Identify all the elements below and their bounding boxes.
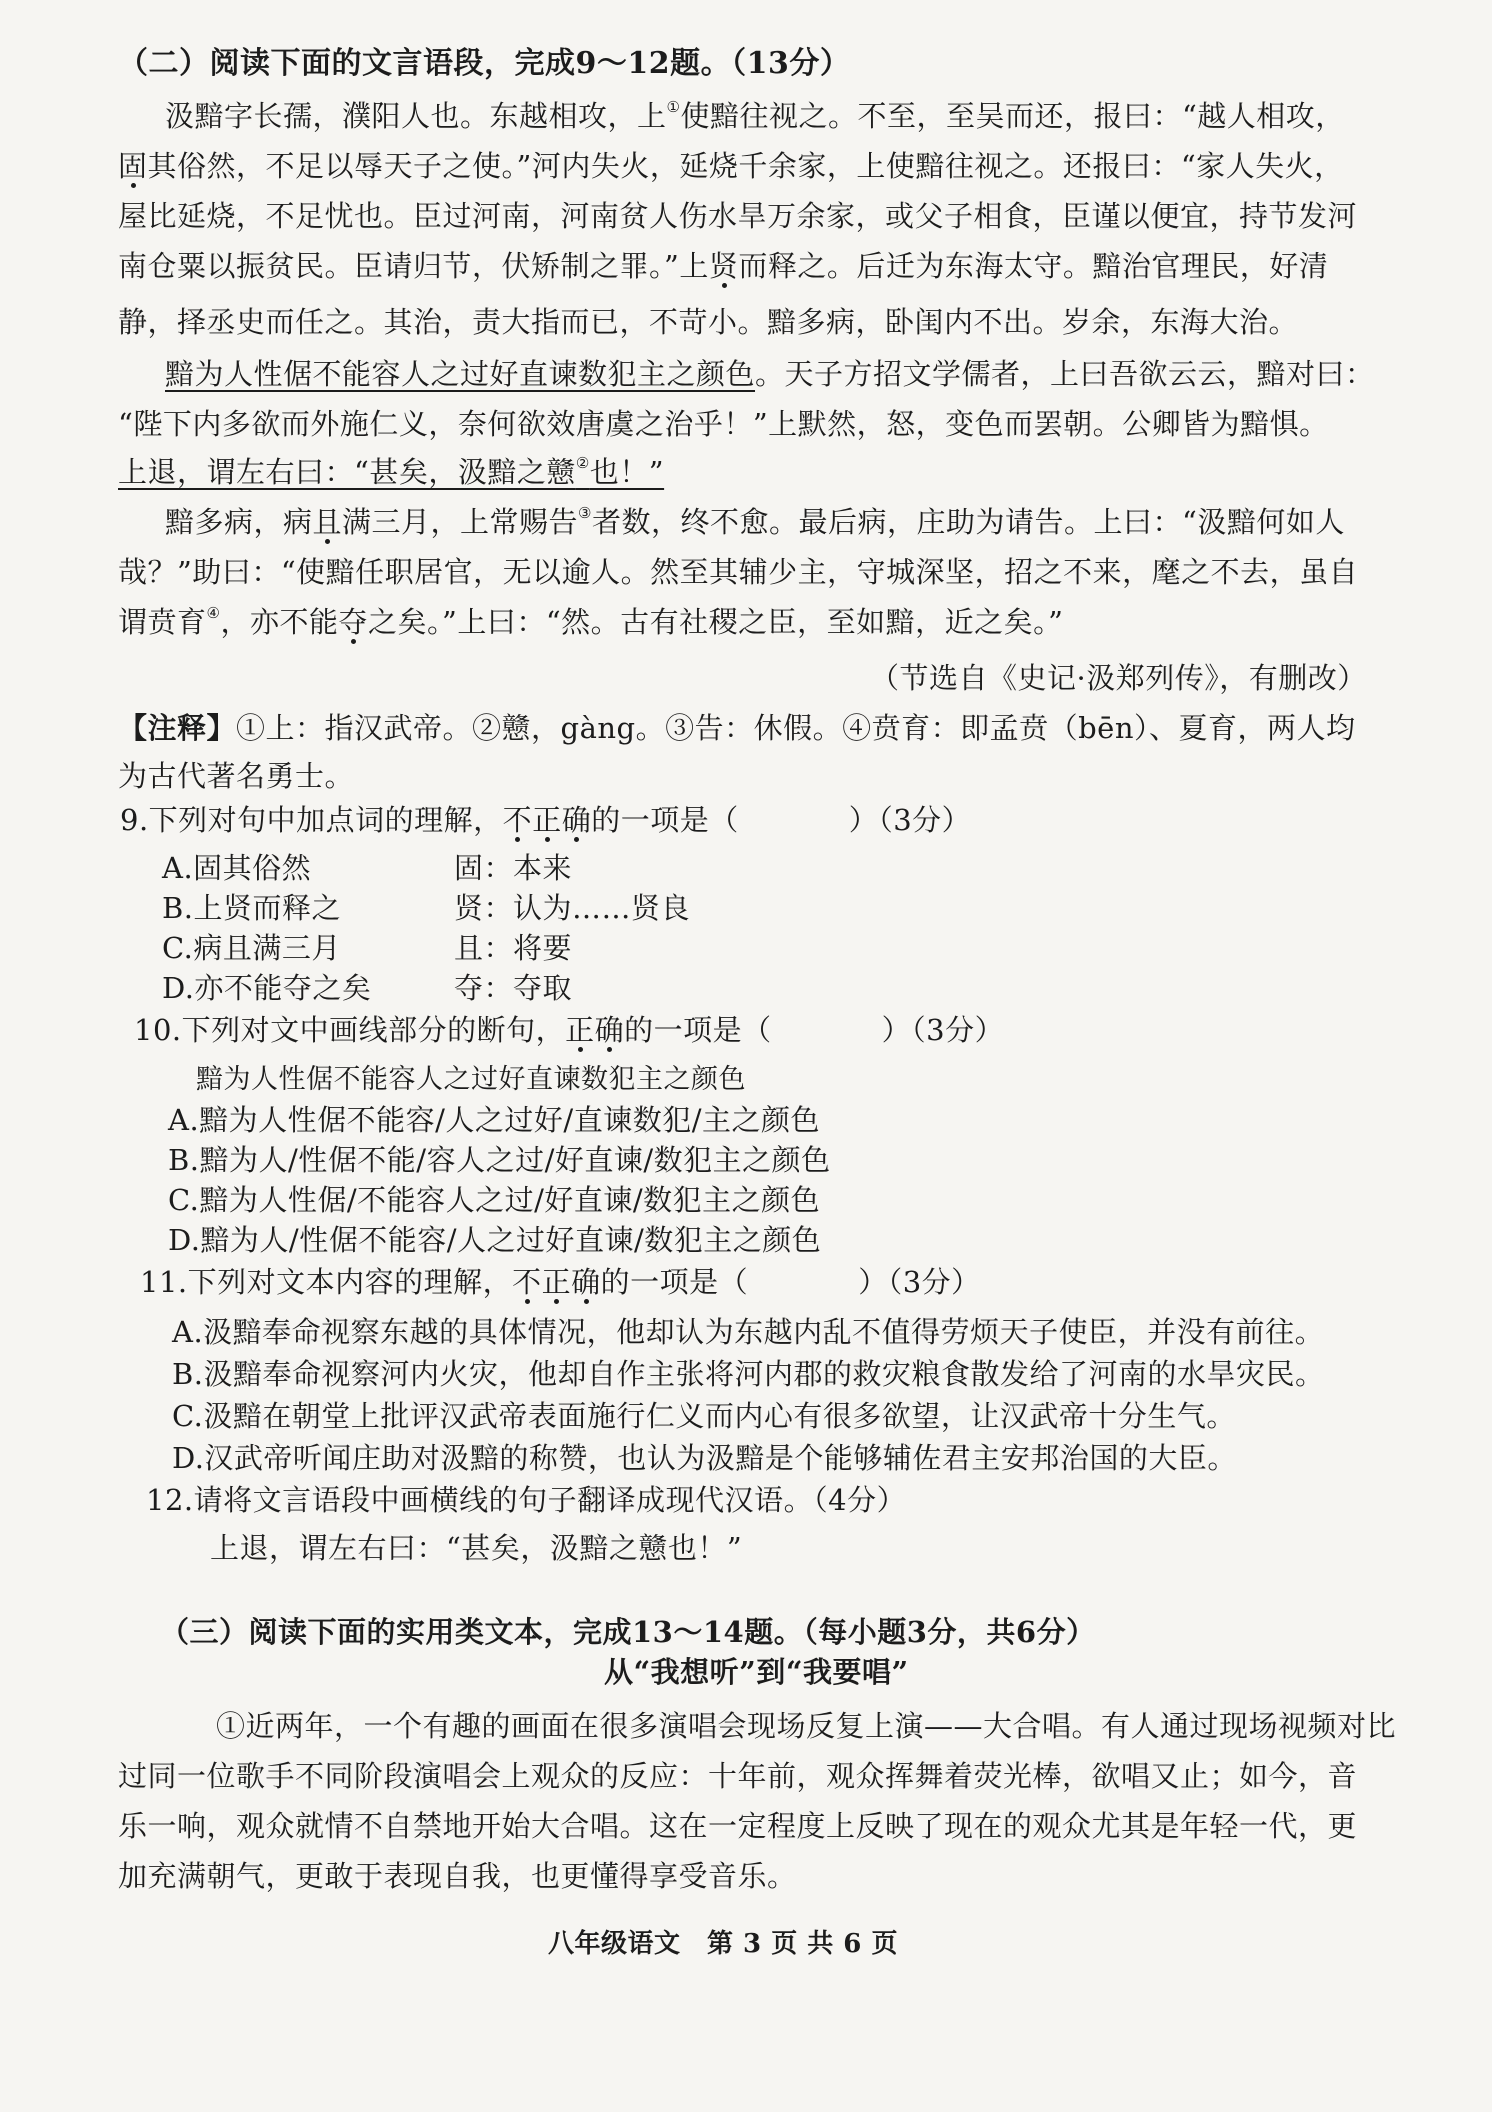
passage-line: 哉？”助曰：“使黯任职居官，无以逾人。然至其辅少主，守城深坚，招之不来，麾之不去，虽自 [118,555,1359,589]
passage-line [165,354,1375,394]
dotted-word: 夺 [338,605,368,639]
article-line: ①近两年，一个有趣的画面在很多演唱会现场反复上演——大合唱。有人通过现场视频对比 [216,1709,1397,1743]
option-b[interactable]: B.汲黯奉命视察河内火灾，他却自作主张将河内郡的救灾粮食散发给了河南的水旱灾民。 [172,1357,1325,1391]
article-line: 过同一位歌手不同阶段演唱会上观众的反应：十年前，观众挥舞着荧光棒，欲唱又止；如今，音 [118,1759,1358,1793]
passage-line: 谓贲育④，亦不能夺之矣。”上曰：“然。古有社稷之臣，至如黯，近之矣。” [118,604,1064,639]
footnote-marker: ④ [206,604,221,622]
passage-text: 南仓粟以振贫民。臣请归节，伏矫制之罪。”上 [118,249,709,283]
question-9-stem: 9.下列对句中加点词的理解，不正确的一项是（ ）（3分） [120,803,972,837]
section-heading: （二）阅读下面的文言语段，完成9～12题。（13分） [118,46,851,81]
annotation-line: 为古代著名勇士。 [118,759,355,793]
option-a-gloss: 固：本来 [454,851,573,885]
passage-text: 使黯往视之。不至，至吴而还，报曰：“越人相攻， [680,99,1345,133]
option-c[interactable]: C.黯为人性倨/不能容人之过/好直谏/数犯主之颜色 [168,1183,821,1217]
underlined-sentence: 上退，谓左右曰：“甚矣，汲黯之戆②也！” [118,454,665,489]
option-d-gloss: 夺：夺取 [454,971,573,1005]
passage-line [118,146,1344,186]
option-d[interactable]: D.亦不能夺之矣 [162,971,372,1005]
passage-line [165,96,1345,141]
question-12-stem: 12.请将文言语段中画横线的句子翻译成现代汉语。（4分） [146,1483,907,1517]
option-a[interactable]: A.汲黯奉命视察东越的具体情况，他却认为东越内乱不值得劳烦天子使臣，并没有前往。 [172,1315,1325,1349]
passage-line: “陛下内多欲而外施仁义，奈何欲效唐虞之治乎！”上默然，怒，变色而罢朝。公卿皆为黯惧。 [118,407,1329,441]
option-a[interactable]: A.黯为人性倨不能容/人之过好/直谏数犯/主之颜色 [168,1103,820,1137]
section-heading: （三）阅读下面的实用类文本，完成13～14题。（每小题3分，共6分） [160,1615,1096,1649]
passage-text: 其俗然，不足以辱天子之使。”河内失火，延烧千余家，上使黯往视之。还报曰：“家人失火， [147,149,1344,183]
passage-line: 静，择丞史而任之。其治，责大指而已，不苛小。黯多病，卧闺内不出。岁余，东海大治。 [118,305,1299,339]
passage-line: 黯多病，病且满三月，上常赐告③者数，终不愈。最后病，庄助为请告。上曰：“汲黯何如人 [165,504,1345,539]
article-line: 加充满朝气，更敢于表现自我，也更懂得享受音乐。 [118,1859,797,1893]
article-title: 从“我想听”到“我要唱” [604,1655,909,1689]
question-11-stem: 11.下列对文本内容的理解，不正确的一项是（ ）（3分） [140,1265,981,1299]
source-citation: （节选自《史记·汲郑列传》，有删改） [870,661,1367,695]
passage-text: 汲黯字长孺，濮阳人也。东越相攻，上 [165,99,667,133]
footnote-marker: ② [575,454,590,472]
dotted-word: 贤 [708,249,739,283]
option-c[interactable]: C.汲黯在朝堂上批评汉武帝表面施行仁义而内心有很多欲望，让汉武帝十分生气。 [172,1399,1236,1433]
passage-line [118,452,664,497]
option-c-gloss: 且：将要 [454,931,573,965]
dotted-word: 固 [118,149,148,183]
option-d[interactable]: D.汉武帝听闻庄助对汲黯的称赞，也认为汲黯是个能够辅佐君主安邦治国的大臣。 [172,1441,1237,1475]
underlined-sentence: 黯为人性倨不能容人之过好直谏数犯主之颜色 [165,357,756,391]
option-b[interactable]: B.黯为人/性倨不能/容人之过/好直谏/数犯主之颜色 [168,1143,831,1177]
option-b-gloss: 贤：认为……贤良 [454,891,691,925]
option-b[interactable]: B.上贤而释之 [162,891,342,925]
question-12-sentence: 上退，谓左右曰：“甚矣，汲黯之戆也！” [210,1531,743,1565]
option-d[interactable]: D.黯为人/性倨不能容/人之过好直谏/数犯主之颜色 [168,1223,822,1257]
passage-text: 。天子方招文学儒者，上曰吾欲云云，黯对曰： [755,357,1375,391]
question-10-sentence: 黯为人性倨不能容人之过好直谏数犯主之颜色 [196,1064,746,1095]
footnote-marker: ③ [578,504,592,522]
passage-line: 屋比延烧，不足忧也。臣过河南，河南贫人伤水旱万余家，或父子相食，臣谨以便宜，持节发河 [118,199,1358,233]
article-line: 乐一响，观众就情不自禁地开始大合唱。这在一定程度上反映了现在的观众尤其是年轻一代，更 [118,1809,1358,1843]
annotation-line: 【注释】①上：指汉武帝。②戆，gàng。③告：休假。④贲育：即孟贲（bēn）、夏育，两人均 [118,711,1356,745]
page-footer: 八年级语文 第 3 页 共 6 页 [548,1929,898,1959]
annotation-label: 【注释】 [118,711,237,745]
question-10-stem: 10.下列对文中画线部分的断句，正确的一项是（ ）（3分） [134,1013,1005,1047]
passage-text: 而释之。后迁为东海太守。黯治官理民，好清 [738,249,1329,283]
dotted-word: 且 [312,505,343,539]
footnote-marker: ① [666,98,681,116]
option-c[interactable]: C.病且满三月 [162,931,341,965]
passage-line [118,246,1328,286]
option-a[interactable]: A.固其俗然 [162,851,312,885]
